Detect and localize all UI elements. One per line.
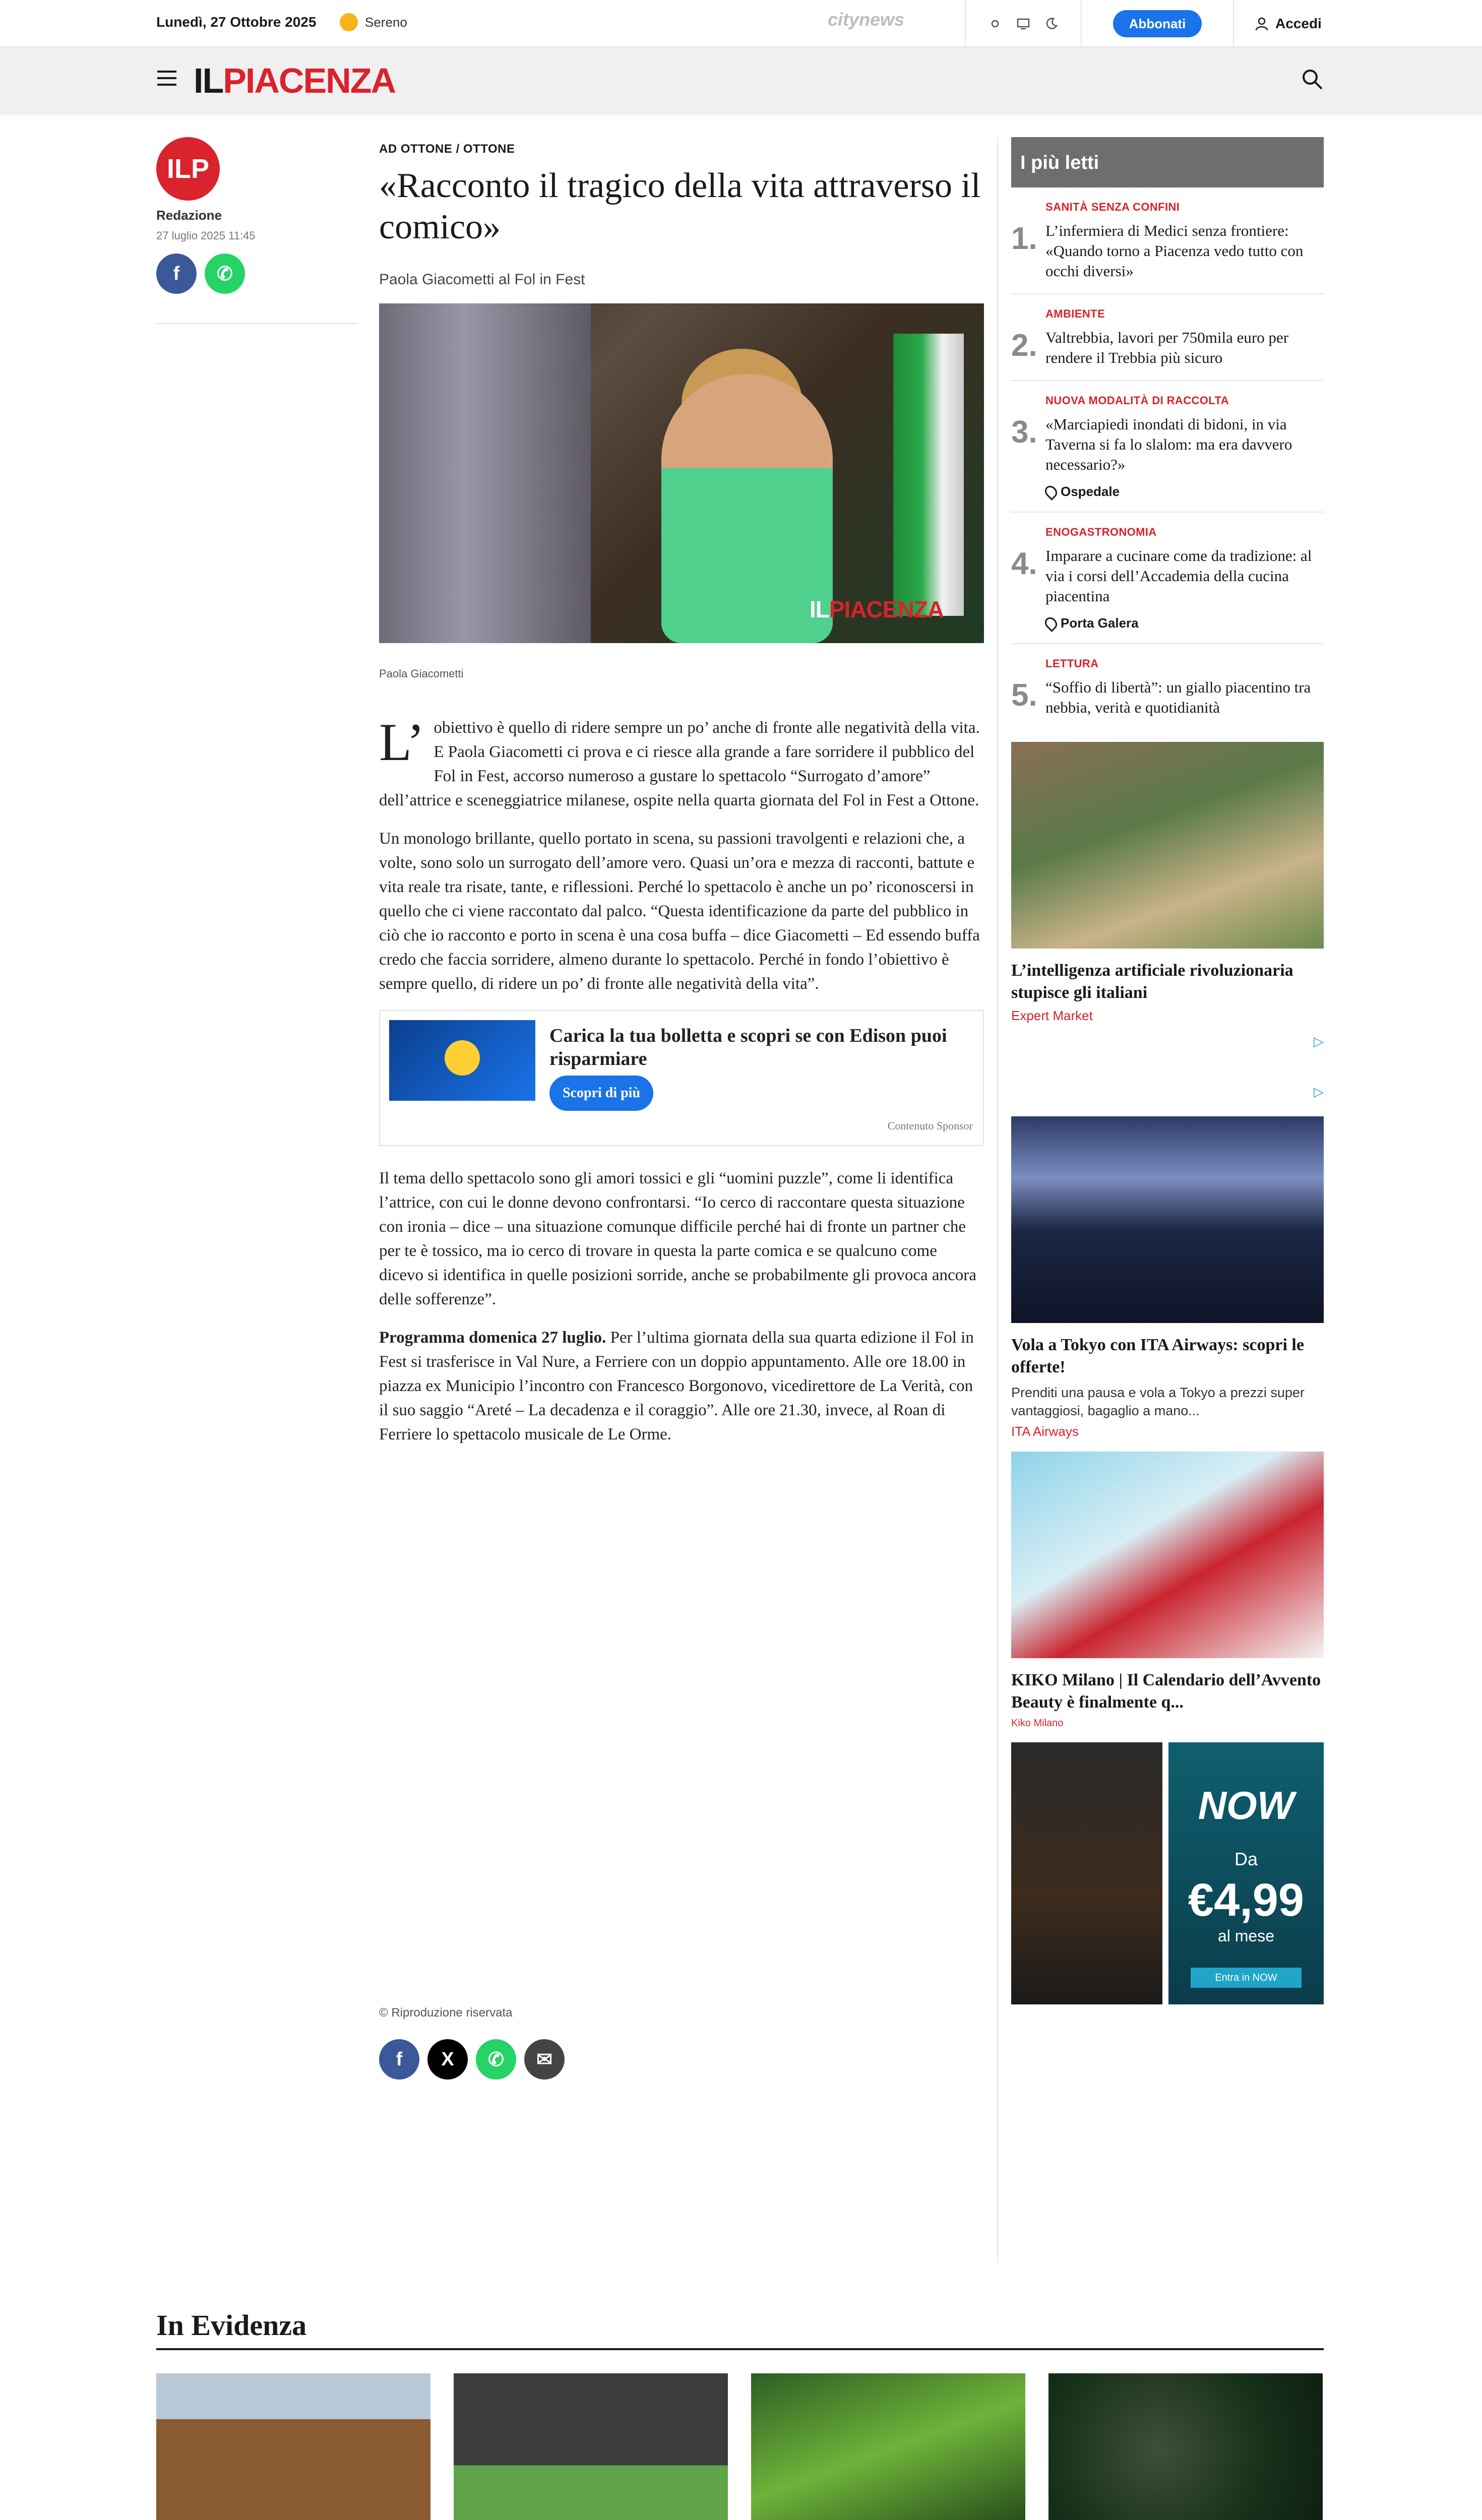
user-icon: [1254, 16, 1269, 31]
system-mode-icon[interactable]: [1016, 17, 1030, 31]
rank-title[interactable]: «Marciapiedi inondati di bidoni, in via Taverna si fa lo slalom: ma era davvero necessario?»: [1045, 415, 1292, 473]
now-logo: NOW: [1198, 1783, 1294, 1828]
ad-image: [1011, 1116, 1324, 1323]
card-image: [1048, 2373, 1323, 2520]
location-tag[interactable]: [1045, 615, 1324, 631]
x-icon[interactable]: X: [427, 2039, 468, 2080]
theme-switcher: [965, 0, 1082, 47]
ad-image: [1011, 742, 1324, 949]
card-image: [751, 2373, 1025, 2520]
location-label: Porta Galera: [1061, 615, 1139, 631]
column-divider: [997, 137, 998, 2262]
paragraph: [379, 713, 984, 812]
rank-category: SANITÀ SENZA CONFINI: [1045, 201, 1180, 213]
whatsapp-icon[interactable]: ✆: [476, 2039, 516, 2080]
ad-title[interactable]: KIKO Milano | Il Calendario dell’Avvento Beauty è finalmente q...: [1011, 1671, 1321, 1712]
share-buttons-bottom: [379, 2039, 565, 2080]
watermark-name: PIACENZA: [829, 596, 944, 622]
drop-cap: L’: [379, 713, 425, 772]
rank-category: ENOGASTRONOMIA: [1045, 526, 1157, 538]
most-read-item[interactable]: [1011, 644, 1324, 730]
divider: [156, 323, 358, 324]
pin-icon: [1042, 483, 1060, 500]
rank-title[interactable]: Valtrebbia, lavori per 750mila euro per rendere il Trebbia più sicuro: [1045, 329, 1289, 366]
article-body: [379, 713, 984, 1446]
mail-icon[interactable]: ✉: [524, 2039, 565, 2080]
card-image: [156, 2373, 430, 2520]
flag: [893, 334, 964, 616]
rank-number: 4.: [1011, 546, 1037, 581]
rank-category: AMBIENTE: [1045, 307, 1105, 320]
sponsor-thumbnail: [389, 1020, 535, 1101]
copyright-note: © Riproduzione riservata: [379, 2006, 513, 2020]
paragraph-text: obiettivo è quello di ridere sempre un po’ anche di fronte alle negatività della vita. E Paola Giacometti ci prova e ci riesce alla grande a fare sorridere il pubblico del Fol in Fest, accorso numeroso a gustare lo spettacolo “Surrogato d’amore” dell’attrice e sceneggiatrice milanese, ospite nella quarta giornata del Fol in Fest a Ottone.: [379, 719, 980, 809]
ad-source: ITA Airways: [1011, 1424, 1079, 1439]
now-tv-ad[interactable]: [1011, 1742, 1324, 2004]
hero-image[interactable]: [379, 303, 984, 643]
location-label: Ospedale: [1061, 484, 1120, 499]
ad-source: Kiko Milano: [1011, 1718, 1064, 1729]
rank-title[interactable]: “Soffio di libertà”: un giallo piacentino tra nebbia, verità e quotidianità: [1045, 678, 1311, 716]
ad-offer: [1168, 1742, 1324, 2004]
current-date: Lunedì, 27 Ottobre 2025: [156, 14, 317, 30]
dark-mode-icon[interactable]: [1044, 17, 1059, 31]
ad-description: Prenditi una pausa e vola a Tokyo a prezzi super vantaggiosi, bagaglio a mano...: [1011, 1385, 1305, 1418]
in-evidenza-section: [156, 2308, 1324, 2520]
adchoices-icon[interactable]: ▷: [1314, 1034, 1324, 1049]
author-box: [156, 137, 358, 324]
paragraph-lead: Programma domenica 27 luglio.: [379, 1329, 606, 1347]
section-title: In Evidenza: [156, 2308, 1324, 2350]
sponsor-title[interactable]: Carica la tua bolletta e scopri se con Edison puoi risparmiare: [549, 1025, 947, 1069]
sidebar: [1011, 137, 1324, 2004]
sun-icon: [340, 13, 358, 31]
card[interactable]: [751, 2373, 1025, 2520]
most-read-item[interactable]: [1011, 381, 1324, 513]
ad-title[interactable]: L’intelligenza artificiale rivoluzionaria stupisce gli italiani: [1011, 961, 1293, 1002]
card[interactable]: [1048, 2373, 1323, 2520]
weather-label: Sereno: [365, 14, 407, 30]
rank-category: LETTURA: [1045, 657, 1099, 670]
most-read-item[interactable]: [1011, 187, 1324, 294]
breadcrumb[interactable]: AD OTTONE / OTTONE: [379, 142, 515, 156]
light-mode-icon[interactable]: [988, 17, 1002, 31]
ad-card[interactable]: [1011, 1452, 1324, 1729]
top-bar: [0, 0, 1482, 47]
image-caption: Paola Giacometti: [379, 667, 464, 680]
price: €4,99: [1188, 1874, 1305, 1926]
rank-title[interactable]: L’infermiera di Medici senza frontiere: «Quando torno a Piacenza vedo tutto con occhi diversi»: [1045, 222, 1304, 280]
location-tag[interactable]: [1045, 484, 1324, 499]
facebook-icon[interactable]: f: [379, 2039, 419, 2080]
price-period: al mese: [1217, 1927, 1275, 1945]
rank-number: 1.: [1011, 221, 1037, 256]
share-buttons: [156, 254, 358, 294]
most-read-item[interactable]: [1011, 294, 1324, 381]
ad-source: Expert Market: [1011, 1008, 1093, 1023]
discover-button[interactable]: Scopri di più: [549, 1076, 653, 1111]
now-cta-button[interactable]: Entra in NOW: [1191, 1968, 1302, 1988]
whatsapp-icon[interactable]: ✆: [205, 254, 245, 294]
price-prefix: Da: [1234, 1849, 1258, 1869]
speaker: [661, 374, 833, 643]
avatar[interactable]: ILP: [156, 137, 220, 201]
card[interactable]: [156, 2373, 430, 2520]
curtain: [379, 303, 591, 643]
pin-icon: [1042, 615, 1060, 632]
most-read-item[interactable]: [1011, 513, 1324, 644]
ad-title[interactable]: Vola a Tokyo con ITA Airways: scopri le offerte!: [1011, 1336, 1304, 1376]
article-subtitle: Paola Giacometti al Fol in Fest: [379, 271, 585, 288]
card[interactable]: [454, 2373, 728, 2520]
rank-category: NUOVA MODALITÀ DI RACCOLTA: [1045, 394, 1229, 407]
page-title: «Racconto il tragico della vita attraverso il comico»: [379, 166, 981, 246]
paragraph: Un monologo brillante, quello portato in scena, su passioni travolgenti e relazioni che, a volte, sono solo un surrogato dell’amore vero. Quasi un’ora e mezza di racconti, battute e vita reale tra risate, tante, e riflessioni. Perché lo spettacolo è anche un po’ riconoscersi in quello che ci viene raccontato dal palco. “Questa identificazione da parte del pubblico in ciò che io racconto e porto in scena è una cosa buffa – dice Giacometti – Ed essendo buffa credo che faccia sorridere, almeno durante lo spettacolo. Perché in fondo l’obiettivo è sempre quello, di ridere un po’ di fronte alle negatività della vita”.: [379, 830, 980, 993]
ad-image: [1011, 1452, 1324, 1658]
login-button[interactable]: [1233, 0, 1322, 47]
ad-card[interactable]: [1011, 742, 1324, 1024]
menu-icon[interactable]: [157, 71, 176, 86]
rank-number: 2.: [1011, 328, 1037, 363]
logo-il: IL: [194, 61, 223, 100]
paragraph-text: Per l’ultima giornata della sua quarta edizione il Fol in Fest si trasferisce in Val Nure, a Ferriere con un doppio appuntamento. Alle ore 18.00 in piazza ex Municipio l’incontro con Francesco Borgonovo, vicedirettore de La Verità, con il suo saggio “Areté – La decadenza e il coraggio”. Alle ore 21.30, invece, al Roan di Ferriere lo spettacolo musicale de Le Orme.: [379, 1329, 974, 1443]
site-logo[interactable]: [194, 60, 395, 101]
paragraph: [379, 1326, 984, 1446]
ad-card[interactable]: [1011, 1116, 1324, 1439]
adchoices-icon[interactable]: ▷: [1314, 1084, 1324, 1099]
publish-date: 27 luglio 2025 11:45: [156, 229, 256, 242]
most-read-title: I più letti: [1011, 137, 1324, 187]
rank-title[interactable]: Imparare a cucinare come da tradizione: al via i corsi dell’Accademia della cucina piacentina: [1045, 547, 1312, 605]
article: [379, 142, 984, 1461]
weather-widget[interactable]: [340, 13, 407, 31]
rank-number: 3.: [1011, 415, 1037, 450]
header: [0, 47, 1482, 115]
paragraph: Il tema dello spettacolo sono gli amori tossici e gli “uomini puzzle”, come li identifica l’attrice, con cui le donne devono confrontarsi. “Io cerco di raccontare questa situazione con ironia – dice – una situazione comunque difficile perché hai di fronte un partner che per te è tossico, ma io cerco di trovare in questa la parte comica e se qualcuno come dicevo si identifica in quelle posizioni sorride, anche se probabilmente gli provoca ancora delle sofferenze”.: [379, 1169, 976, 1308]
login-label: Accedi: [1275, 16, 1322, 31]
citynews-logo[interactable]: citynews: [828, 9, 905, 30]
watermark-il: IL: [809, 596, 829, 622]
facebook-icon[interactable]: f: [156, 254, 197, 294]
image-watermark: [810, 596, 944, 623]
card-image: [454, 2373, 728, 2520]
sponsored-box[interactable]: [379, 1010, 984, 1146]
logo-name: PIACENZA: [223, 61, 396, 100]
author-name[interactable]: Redazione: [156, 208, 222, 223]
sponsor-tag: Contenuto Sponsor: [887, 1119, 973, 1132]
search-icon[interactable]: [1301, 68, 1324, 91]
ad-poster: [1011, 1742, 1162, 2004]
subscribe-button[interactable]: Abbonati: [1113, 10, 1202, 37]
rank-number: 5.: [1011, 678, 1037, 713]
